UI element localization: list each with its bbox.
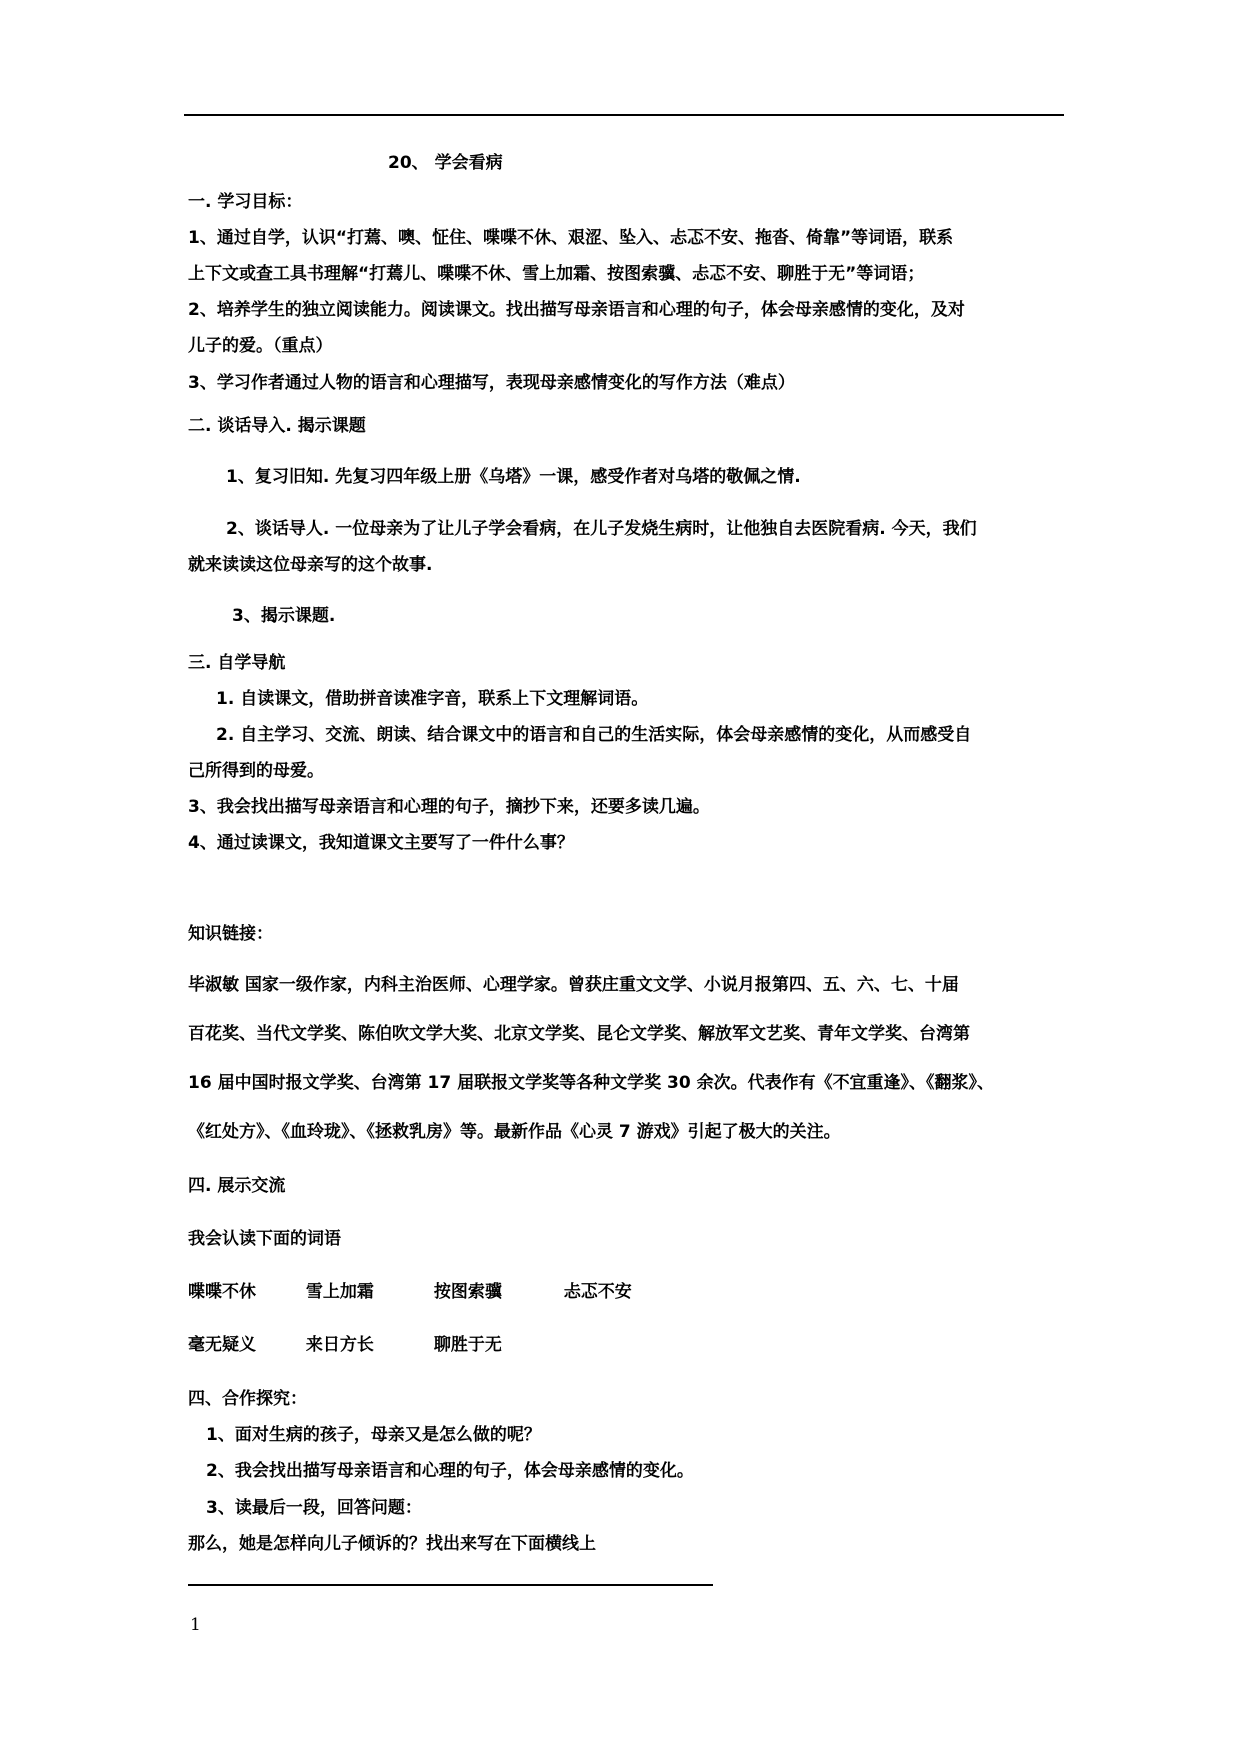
paragraph-line: 2、培养学生的独立阅读能力。阅读课文。找出描写母亲语言和心理的句子，体会母亲感情的变化，及对 <box>188 300 965 320</box>
paragraph-line: 儿子的爱。（重点） <box>188 336 333 356</box>
vocabulary-word: 按图索骥 <box>433 1282 502 1302</box>
paragraph-line: 3、揭示课题. <box>232 606 336 626</box>
section-heading: 二. 谈话导入. 揭示课题 <box>188 416 366 436</box>
vocabulary-row <box>188 1280 632 1304</box>
vocabulary-word: 喋喋不休 <box>188 1282 256 1302</box>
paragraph-line: 1、面对生病的孩子，母亲又是怎么做的呢？ <box>206 1425 541 1445</box>
paragraph-line: 就来读读这位母亲写的这个故事. <box>188 555 433 575</box>
paragraph-line: 上下文或查工具书理解“打蔫儿、喋喋不休、雪上加霜、按图索骥、忐忑不安、聊胜于无”等词语； <box>188 264 925 284</box>
header-rule <box>184 114 1064 116</box>
section-heading: 四. 展示交流 <box>188 1176 286 1196</box>
vocabulary-word: 毫无疑义 <box>188 1335 256 1355</box>
paragraph-line: 己所得到的母爱。 <box>188 761 324 781</box>
vocabulary-row <box>188 1333 502 1357</box>
paragraph-line: 3、我会找出描写母亲语言和心理的句子，摘抄下来，还要多读几遍。 <box>188 797 710 817</box>
document-title: 20、 学会看病 <box>388 153 503 173</box>
paragraph-line: 2. 自主学习、交流、朗读、结合课文中的语言和自己的生活实际，体会母亲感情的变化，从而感受自 <box>216 725 972 745</box>
paragraph-line: 1. 自读课文，借助拼音读准字音，联系上下文理解词语。 <box>216 689 649 709</box>
paragraph-line: 1、通过自学，认识“打蔫、噢、怔住、喋喋不休、艰涩、坠入、忐忑不安、拖沓、倚靠”等词语，联系 <box>188 228 954 248</box>
paragraph-line: 4、通过读课文，我知道课文主要写了一件什么事？ <box>188 833 574 853</box>
vocabulary-word: 雪上加霜 <box>305 1282 374 1302</box>
section-heading: 一. 学习目标： <box>188 192 303 212</box>
answer-blank-line <box>188 1584 713 1586</box>
section-heading: 四、合作探究： <box>188 1389 307 1409</box>
paragraph-line: 2、谈话导人. 一位母亲为了让儿子学会看病，在儿子发烧生病时，让他独自去医院看病. 今天，我们 <box>226 519 977 539</box>
paragraph-line: 《红处方》、《血玲珑》、《拯救乳房》等。最新作品《心灵 7 游戏》引起了极大的关注。 <box>188 1122 841 1142</box>
paragraph-line: 1、复习旧知. 先复习四年级上册《乌塔》一课，感受作者对乌塔的敬佩之情. <box>226 467 801 487</box>
paragraph-line: 16 届中国时报文学奖、台湾第 17 届联报文学奖等各种文学奖 30 余次。代表作有《不宜重逢》、《翻浆》、 <box>188 1073 995 1093</box>
paragraph-line: 我会认读下面的词语 <box>188 1229 341 1249</box>
page-number: 1 <box>190 1615 201 1635</box>
paragraph-line: 2、我会找出描写母亲语言和心理的句子，体会母亲感情的变化。 <box>206 1461 694 1481</box>
paragraph-line: 3、读最后一段，回答问题： <box>206 1498 422 1518</box>
section-heading: 三. 自学导航 <box>188 653 286 673</box>
section-heading: 知识链接： <box>188 924 273 944</box>
vocabulary-word: 聊胜于无 <box>433 1335 502 1355</box>
paragraph-line: 那么，她是怎样向儿子倾诉的？找出来写在下面横线上 <box>188 1534 596 1554</box>
paragraph-line: 百花奖、当代文学奖、陈伯吹文学大奖、北京文学奖、昆仑文学奖、解放军文艺奖、青年文学奖、台湾第 <box>188 1024 970 1044</box>
vocabulary-word: 来日方长 <box>305 1335 374 1355</box>
paragraph-line: 3、学习作者通过人物的语言和心理描写，表现母亲感情变化的写作方法（难点） <box>188 373 795 393</box>
vocabulary-word: 忐忑不安 <box>563 1282 632 1302</box>
paragraph-line: 毕淑敏 国家一级作家，内科主治医师、心理学家。曾获庄重文文学、小说月报第四、五、六、七、十届 <box>188 975 959 995</box>
